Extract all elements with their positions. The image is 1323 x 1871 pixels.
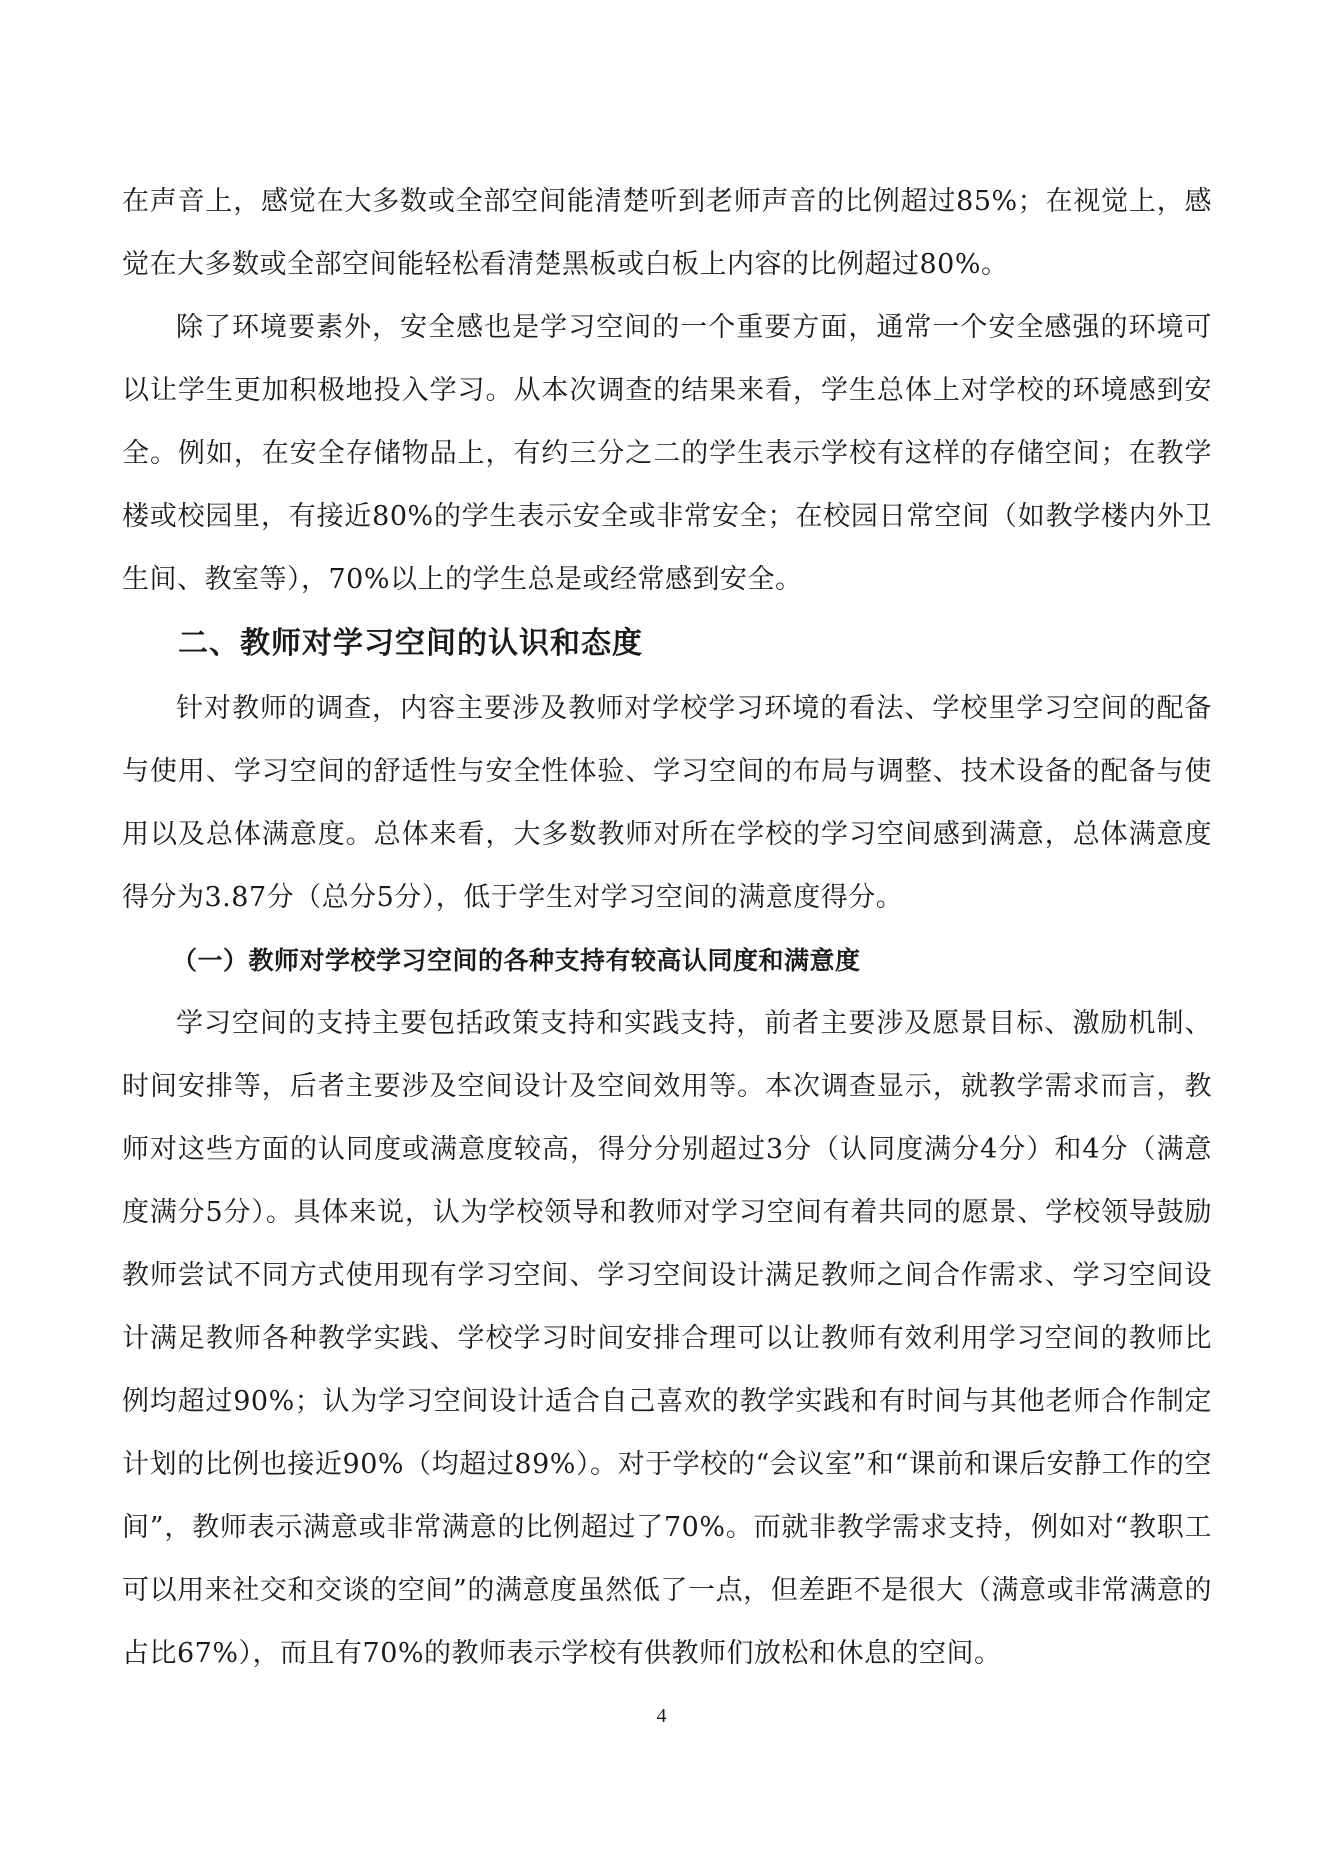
paragraph-support-details: 学习空间的支持主要包括政策支持和实践支持，前者主要涉及愿景目标、激励机制、时间安排等，后者主要涉及空间设计及空间效用等。本次调查显示，就教学需求而言，教师对这些方面的认同度或满意度较高，得分分别超过3分（认同度满分4分）和4分（满意度满分5分）。具体来说，认为学校领导和教师对学习空间有着共同的愿景、学校领导鼓励教师尝试不同方式使用现有学习空间、学习空间设计满足教师之间合作需求、学习空间设计满足教师各种教学实践、学校学习时间安排合理可以让教师有效利用学习空间的教师比例均超过90%；认为学习空间设计适合自己喜欢的教学实践和有时间与其他老师合作制定计划的比例也接近90%（均超过89%）。对于学校的“会议室”和“课前和课后安静工作的空间”，教师表示满意或非常满意的比例超过了70%。而就非教学需求支持，例如对“教职工可以用来社交和交谈的空间”的满意度虽然低了一点，但差距不是很大（满意或非常满意的占比67%），而且有70%的教师表示学校有供教师们放松和休息的空间。 [122, 1008, 1212, 1669]
subsection-heading-support: （一）教师对学校学习空间的各种支持有较高认同度和满意度 [172, 946, 861, 975]
document-body [122, 170, 1212, 1685]
section-heading-teachers: 二、教师对学习空间的认识和态度 [178, 626, 643, 661]
paragraph-sound-vision: 在声音上，感觉在大多数或全部空间能清楚听到老师声音的比例超过85%；在视觉上，感觉在大多数或全部空间能轻松看清楚黑板或白板上内容的比例超过80%。 [122, 186, 1212, 280]
page-number: 4 [656, 1705, 667, 1727]
paragraph-teacher-survey: 针对教师的调查，内容主要涉及教师对学校学习环境的看法、学校里学习空间的配备与使用、学习空间的舒适性与安全性体验、学习空间的布局与调整、技术设备的配备与使用以及总体满意度。总体来看，大多数教师对所在学校的学习空间感到满意，总体满意度得分为3.87分（总分5分），低于学生对学习空间的满意度得分。 [122, 693, 1212, 913]
paragraph-safety: 除了环境要素外，安全感也是学习空间的一个重要方面，通常一个安全感强的环境可以让学生更加积极地投入学习。从本次调查的结果来看，学生总体上对学校的环境感到安全。例如，在安全存储物品上，有约三分之二的学生表示学校有这样的存储空间；在教学楼或校园里，有接近80%的学生表示安全或非常安全；在校园日常空间（如教学楼内外卫生间、教室等），70%以上的学生总是或经常感到安全。 [122, 312, 1212, 595]
